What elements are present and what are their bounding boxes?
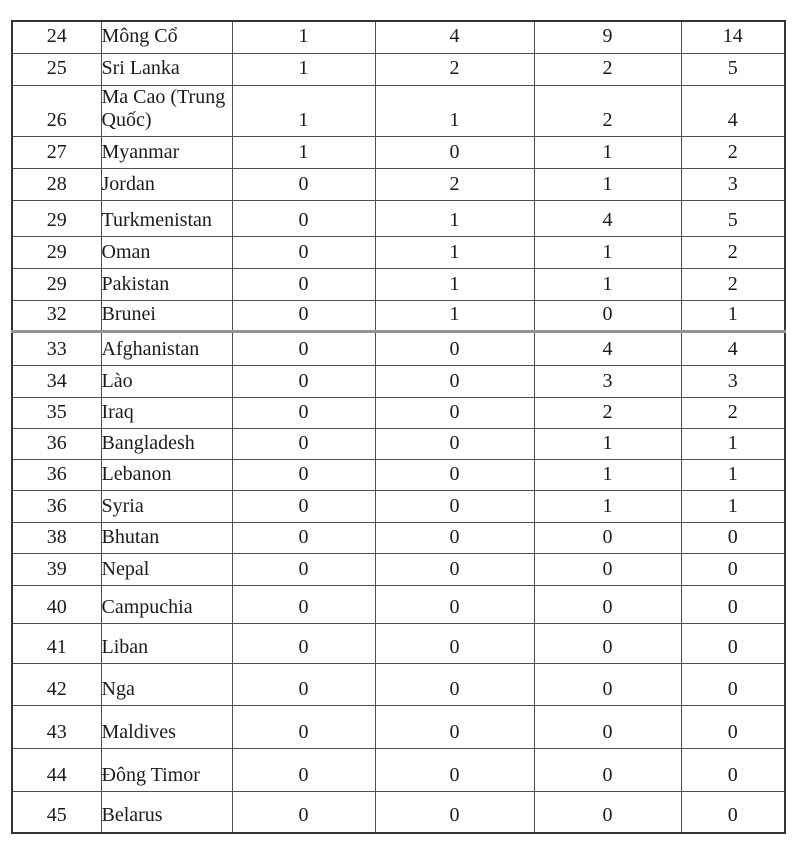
table-row [12,586,785,624]
gold-cell: 0 [232,169,375,201]
rank-cell: 29 [12,201,101,237]
country-cell: Afghanistan [101,332,232,366]
total-cell: 0 [681,792,785,833]
silver-cell: 4 [375,21,534,53]
country-cell: Brunei [101,301,232,332]
total-cell: 0 [681,523,785,554]
silver-cell: 0 [375,664,534,706]
silver-cell: 0 [375,624,534,664]
rank-cell: 29 [12,269,101,301]
country-cell: Turkmenistan [101,201,232,237]
rank-cell: 39 [12,554,101,586]
bronze-cell: 4 [534,332,681,366]
bronze-cell: 0 [534,792,681,833]
gold-cell: 0 [232,301,375,332]
country-cell: Sri Lanka [101,53,232,85]
silver-cell: 2 [375,53,534,85]
country-cell: Lebanon [101,460,232,491]
country-cell: Syria [101,491,232,523]
table-row [12,366,785,398]
gold-cell: 0 [232,664,375,706]
gold-cell: 0 [232,332,375,366]
table-row [12,460,785,491]
total-cell: 14 [681,21,785,53]
table-row [12,491,785,523]
bronze-cell: 2 [534,398,681,429]
rank-cell: 25 [12,53,101,85]
country-cell: Mông Cổ [101,21,232,53]
country-cell: Iraq [101,398,232,429]
rank-cell: 27 [12,137,101,169]
bronze-cell: 1 [534,460,681,491]
bronze-cell: 0 [534,706,681,749]
gold-cell: 0 [232,366,375,398]
country-cell: Nga [101,664,232,706]
bronze-cell: 0 [534,523,681,554]
total-cell: 3 [681,169,785,201]
country-cell: Ma Cao (Trung Quốc) [101,85,232,137]
bronze-cell: 1 [534,491,681,523]
silver-cell: 1 [375,85,534,137]
bronze-cell: 2 [534,53,681,85]
table-row [12,269,785,301]
total-cell: 0 [681,664,785,706]
gold-cell: 0 [232,749,375,792]
total-cell: 0 [681,586,785,624]
rank-cell: 36 [12,491,101,523]
bronze-cell: 1 [534,169,681,201]
table-row [12,137,785,169]
country-cell: Bangladesh [101,429,232,460]
silver-cell: 0 [375,554,534,586]
total-cell: 3 [681,366,785,398]
bronze-cell: 0 [534,624,681,664]
total-cell: 1 [681,460,785,491]
table-row [12,706,785,749]
gold-cell: 0 [232,237,375,269]
total-cell: 1 [681,429,785,460]
table-row [12,301,785,332]
table-row [12,624,785,664]
silver-cell: 0 [375,749,534,792]
country-cell: Campuchia [101,586,232,624]
bronze-cell: 1 [534,269,681,301]
table-row [12,169,785,201]
total-cell: 4 [681,85,785,137]
rank-cell: 29 [12,237,101,269]
rank-cell: 34 [12,366,101,398]
rank-cell: 32 [12,301,101,332]
gold-cell: 0 [232,792,375,833]
silver-cell: 1 [375,269,534,301]
rank-cell: 44 [12,749,101,792]
gold-cell: 0 [232,269,375,301]
country-cell: Myanmar [101,137,232,169]
gold-cell: 0 [232,201,375,237]
silver-cell: 0 [375,332,534,366]
total-cell: 0 [681,749,785,792]
silver-cell: 0 [375,398,534,429]
bronze-cell: 1 [534,137,681,169]
rank-cell: 36 [12,460,101,491]
silver-cell: 0 [375,586,534,624]
total-cell: 2 [681,237,785,269]
silver-cell: 0 [375,429,534,460]
bronze-cell: 0 [534,664,681,706]
rank-cell: 36 [12,429,101,460]
rank-cell: 26 [12,85,101,137]
bronze-cell: 0 [534,749,681,792]
country-cell: Nepal [101,554,232,586]
rank-cell: 28 [12,169,101,201]
medal-standings-table [11,20,786,834]
silver-cell: 0 [375,792,534,833]
country-cell: Lào [101,366,232,398]
gold-cell: 0 [232,429,375,460]
silver-cell: 0 [375,366,534,398]
gold-cell: 0 [232,554,375,586]
silver-cell: 1 [375,237,534,269]
country-cell: Maldives [101,706,232,749]
gold-cell: 0 [232,398,375,429]
total-cell: 2 [681,269,785,301]
total-cell: 0 [681,554,785,586]
total-cell: 5 [681,53,785,85]
medal-table-body [12,21,785,833]
silver-cell: 0 [375,706,534,749]
total-cell: 2 [681,137,785,169]
gold-cell: 1 [232,85,375,137]
country-cell: Belarus [101,792,232,833]
total-cell: 5 [681,201,785,237]
total-cell: 2 [681,398,785,429]
rank-cell: 45 [12,792,101,833]
table-row [12,201,785,237]
country-cell: Pakistan [101,269,232,301]
bronze-cell: 0 [534,586,681,624]
table-row [12,749,785,792]
rank-cell: 35 [12,398,101,429]
bronze-cell: 0 [534,301,681,332]
silver-cell: 0 [375,137,534,169]
country-cell: Jordan [101,169,232,201]
table-row [12,554,785,586]
rank-cell: 43 [12,706,101,749]
bronze-cell: 1 [534,429,681,460]
silver-cell: 1 [375,201,534,237]
bronze-cell: 1 [534,237,681,269]
bronze-cell: 9 [534,21,681,53]
total-cell: 0 [681,706,785,749]
rank-cell: 24 [12,21,101,53]
gold-cell: 1 [232,53,375,85]
gold-cell: 0 [232,624,375,664]
silver-cell: 0 [375,491,534,523]
table-row [12,398,785,429]
total-cell: 0 [681,624,785,664]
bronze-cell: 0 [534,554,681,586]
table-row [12,237,785,269]
country-cell: Oman [101,237,232,269]
rank-cell: 33 [12,332,101,366]
gold-cell: 0 [232,706,375,749]
silver-cell: 0 [375,460,534,491]
table-row [12,85,785,137]
country-cell: Đông Timor [101,749,232,792]
silver-cell: 1 [375,301,534,332]
rank-cell: 41 [12,624,101,664]
bronze-cell: 2 [534,85,681,137]
gold-cell: 0 [232,460,375,491]
table-row [12,792,785,833]
rank-cell: 42 [12,664,101,706]
gold-cell: 1 [232,21,375,53]
table-row [12,429,785,460]
table-row [12,332,785,366]
country-cell: Bhutan [101,523,232,554]
table-row [12,523,785,554]
country-cell: Liban [101,624,232,664]
bronze-cell: 3 [534,366,681,398]
total-cell: 1 [681,301,785,332]
total-cell: 1 [681,491,785,523]
gold-cell: 0 [232,586,375,624]
gold-cell: 0 [232,491,375,523]
table-row [12,664,785,706]
table-row [12,21,785,53]
silver-cell: 2 [375,169,534,201]
total-cell: 4 [681,332,785,366]
table-row [12,53,785,85]
bronze-cell: 4 [534,201,681,237]
rank-cell: 40 [12,586,101,624]
silver-cell: 0 [375,523,534,554]
gold-cell: 0 [232,523,375,554]
rank-cell: 38 [12,523,101,554]
gold-cell: 1 [232,137,375,169]
